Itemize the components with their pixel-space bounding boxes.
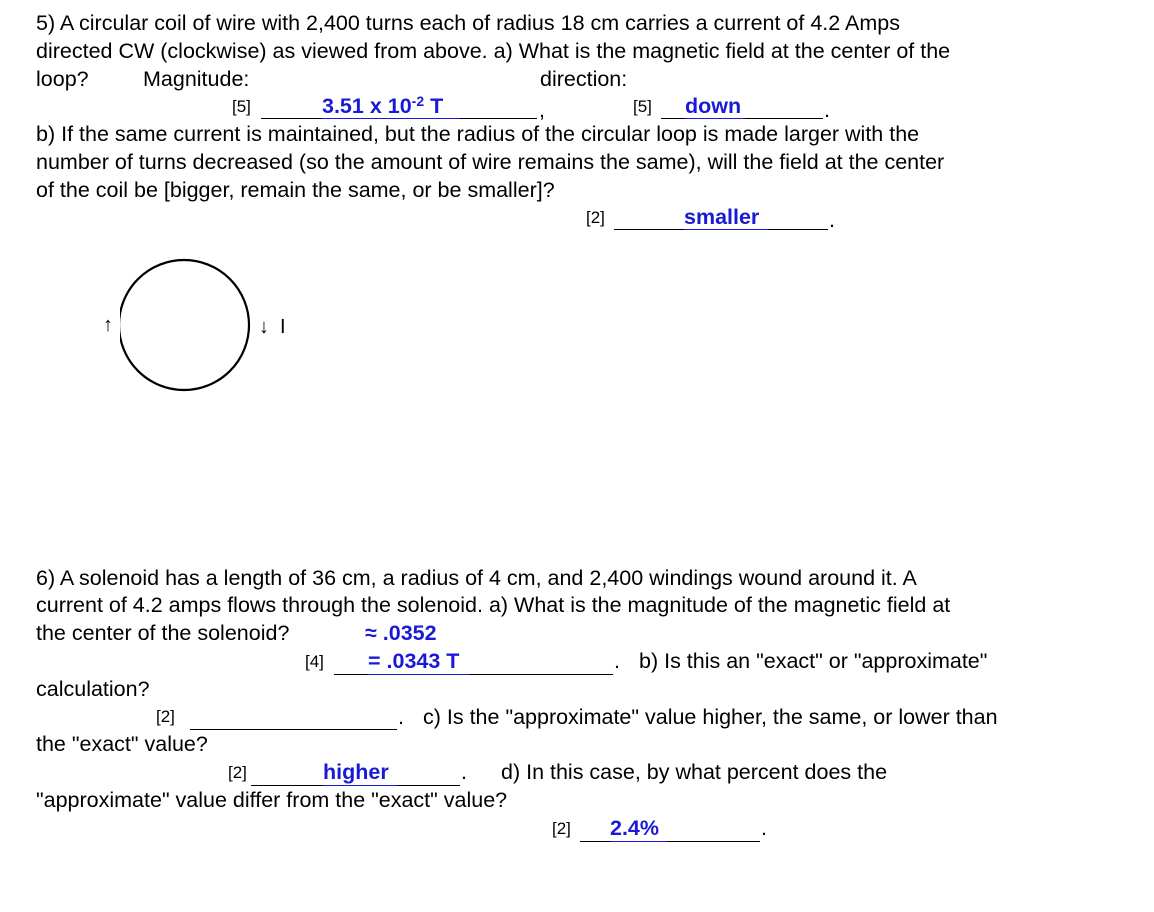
q6a-points: [4] (305, 652, 324, 671)
q5b-answer: smaller (684, 205, 760, 229)
q5-direction-label: direction: (540, 67, 628, 91)
q5b-text-line-2: number of turns decreased (so the amount of wire remains the same), will the field at the center (36, 150, 945, 174)
q6a-approx-answer: ≈ .0352 (365, 621, 437, 645)
q5-magnitude-label: Magnitude: (143, 67, 250, 91)
q5b-text-line-1: b) If the same current is maintained, but the radius of the circular loop is made larger with the (36, 122, 920, 146)
q5a-comma: , (539, 98, 545, 122)
q6d-period: . (761, 816, 767, 840)
q6c-period: . (461, 760, 467, 784)
q5a-magnitude-answer-underline (322, 118, 460, 119)
q6d-question: d) In this case, by what percent does the (501, 760, 888, 784)
q6c-answer-underline (323, 785, 398, 786)
q6b-question: b) Is this an "exact" or "approximate" (639, 649, 988, 673)
q5b-text-line-3: of the coil be [bigger, remain the same, or be smaller]? (36, 178, 555, 202)
q6c-question: c) Is the "approximate" value higher, the same, or lower than (423, 705, 998, 729)
q5a-direction-answer-underline (685, 118, 745, 119)
q6d-answer: 2.4% (610, 816, 660, 840)
q6c-question-cont: the "exact" value? (36, 732, 208, 756)
coil-circle (120, 260, 249, 390)
q6-text-line-1: 6) A solenoid has a length of 36 cm, a radius of 4 cm, and 2,400 windings wound around it. A (36, 566, 917, 590)
q6a-answer: = .0343 T (368, 649, 460, 673)
q5-text-line-3: loop? (36, 67, 89, 91)
q6c-points: [2] (228, 763, 247, 782)
q6b-period: . (398, 705, 404, 729)
current-down-arrow-icon: ↓ (259, 316, 269, 338)
q6d-blank (580, 841, 760, 842)
coil-diagram (120, 255, 260, 395)
q5a-period: . (824, 98, 830, 122)
q5a-points-magnitude: [5] (232, 97, 251, 116)
q5b-answer-underline (684, 229, 768, 230)
q5b-points: [2] (586, 208, 605, 227)
current-label: I (280, 316, 286, 338)
q6d-answer-underline (610, 841, 667, 842)
q5a-magnitude-answer: 3.51 x $10^{-2}$ T (322, 93, 444, 118)
q6-text-line-3: the center of the solenoid? (36, 621, 290, 645)
q5a-direction-answer: down (685, 94, 742, 118)
q6b-points: [2] (156, 707, 175, 726)
q6a-period: . (614, 649, 620, 673)
q6-text-line-2: current of 4.2 amps flows through the solenoid. a) What is the magnitude of the magnetic field at (36, 593, 951, 617)
current-up-arrow-icon: ↑ (103, 314, 113, 336)
q6a-answer-underline (368, 674, 469, 675)
q6c-answer: higher (323, 760, 389, 784)
q6d-question-cont: "approximate" value differ from the "exact" value? (36, 788, 508, 812)
q5-text-line-1: 5) A circular coil of wire with 2,400 turns each of radius 18 cm carries a current of 4.2 Amps (36, 11, 900, 35)
q5a-points-direction: [5] (633, 97, 652, 116)
q5b-period: . (829, 208, 835, 232)
q6b-blank (190, 729, 397, 730)
q6d-points: [2] (552, 819, 571, 838)
q6b-question-cont: calculation? (36, 677, 150, 701)
q5-text-line-2: directed CW (clockwise) as viewed from above. a) What is the magnetic field at the center of the (36, 39, 951, 63)
